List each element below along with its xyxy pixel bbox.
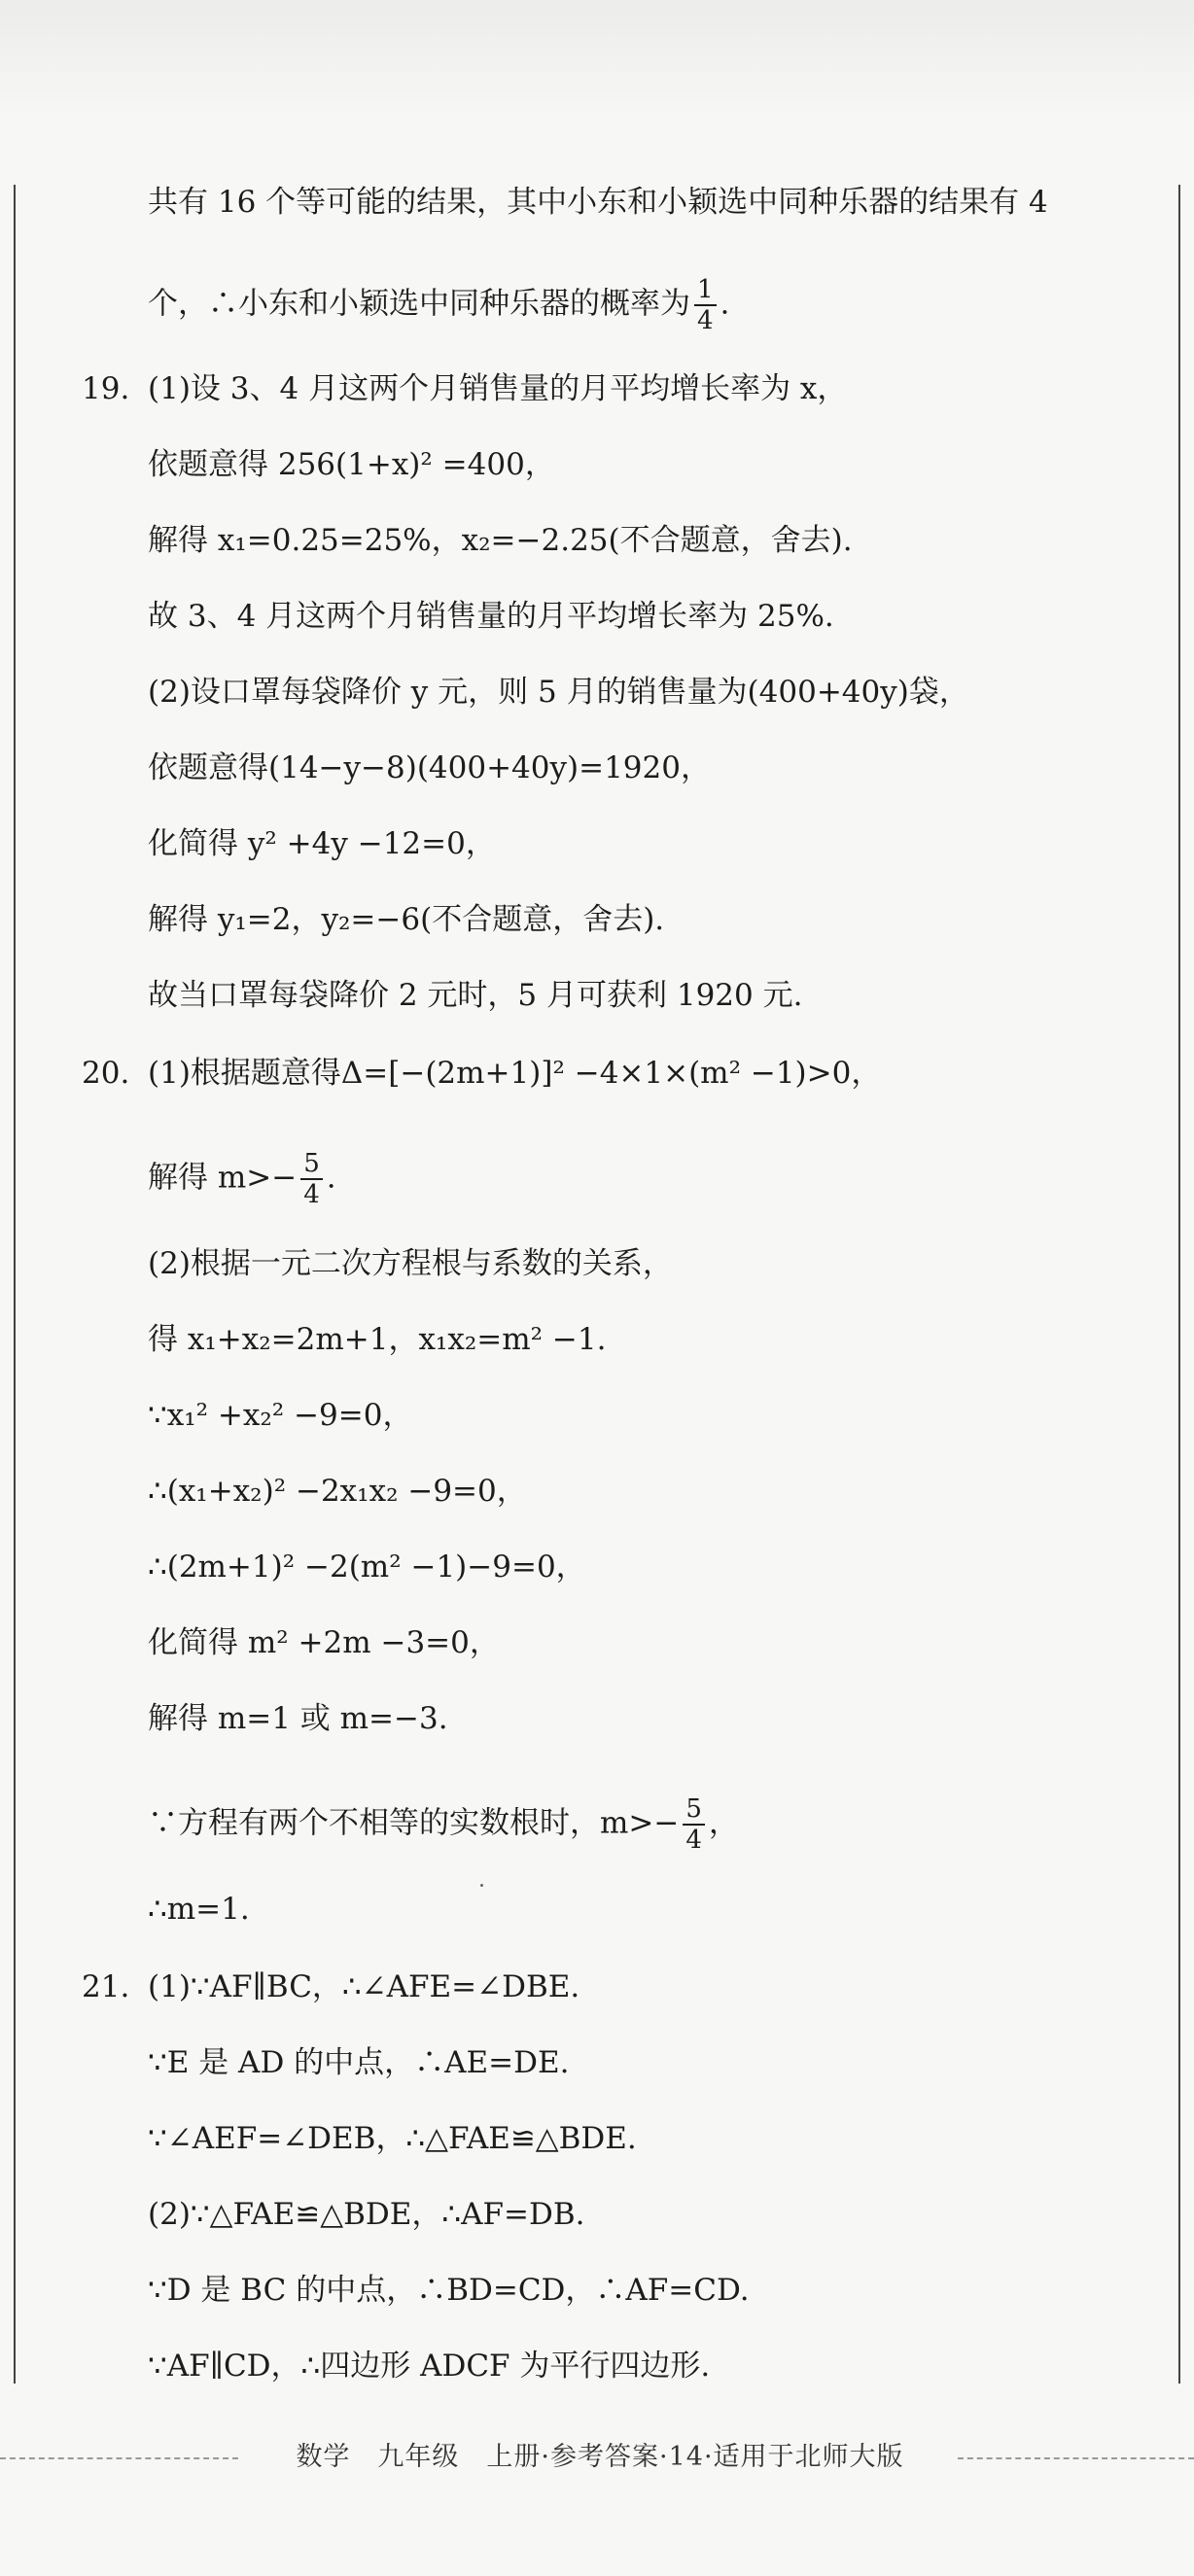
page-top-shade (0, 0, 1194, 117)
question-number: 21. (82, 1969, 130, 2004)
right-margin-rule (1178, 185, 1180, 2384)
fraction-denominator: 4 (303, 1180, 320, 1209)
fraction-denominator: 4 (697, 306, 714, 335)
text-line: 化简得 y² +4y −12=0， (148, 826, 496, 861)
text-line: 化简得 m² +2m −3=0， (148, 1625, 500, 1660)
footer-dash-right (958, 2457, 1194, 2459)
text-line: 解得 y₁=2，y₂=−6(不合题意，舍去). (148, 902, 665, 937)
text-line: 共有 16 个等可能的结果，其中小东和小颖选中同种乐器的结果有 4 (148, 185, 1048, 220)
text-line: ∵E 是 AD 的中点，∴AE=DE. (148, 2045, 570, 2080)
fraction-denominator: 4 (685, 1826, 702, 1855)
text-segment: ， (708, 1805, 739, 1841)
text-line: 故当口罩每袋降价 2 元时，5 月可获利 1920 元. (148, 978, 803, 1013)
fraction-numerator: 5 (300, 1149, 323, 1180)
text-line: 依题意得 256(1+x)² =400， (148, 447, 555, 482)
text-line: 解得 x₁=0.25=25%，x₂=−2.25(不合题意，舍去). (148, 523, 853, 558)
text-line (148, 1794, 739, 1855)
text-line: ∵AF∥CD，∴四边形 ADCF 为平行四边形. (148, 2349, 711, 2384)
fraction-numerator: 1 (694, 275, 717, 306)
stray-dot (480, 1884, 483, 1887)
question-number: 19. (82, 371, 130, 406)
question-number: 20. (82, 1056, 130, 1091)
text-line: (2)设口罩每袋降价 y 元，则 5 月的销售量为(400+40y)袋， (148, 675, 969, 710)
text-line (148, 1149, 336, 1209)
text-line: 依题意得(14−y−8)(400+40y)=1920， (148, 750, 711, 785)
text-segment: 个，∴小东和小颖选中同种乐器的概率为 (148, 286, 690, 322)
text-line: (2)根据一元二次方程根与系数的关系， (148, 1246, 673, 1281)
fraction (300, 1149, 323, 1209)
fraction (694, 275, 717, 335)
fraction-numerator: 5 (683, 1794, 705, 1826)
left-margin-rule (14, 185, 16, 2384)
text-line: 故 3、4 月这两个月销售量的月平均增长率为 25%. (148, 599, 834, 634)
text-segment: 解得 m>− (148, 1160, 298, 1196)
text-line (148, 275, 729, 335)
text-line: 解得 m=1 或 m=−3. (148, 1701, 448, 1736)
footer-dash-left (0, 2457, 238, 2459)
text-segment: . (720, 286, 730, 322)
text-line: (1)∵AF∥BC，∴∠AFE=∠DBE. (148, 1969, 580, 2004)
fraction (683, 1794, 705, 1855)
text-line: ∵D 是 BC 的中点，∴BD=CD，∴AF=CD. (148, 2273, 750, 2308)
text-segment: . (326, 1160, 336, 1196)
text-line: ∴m=1. (148, 1892, 250, 1927)
text-line: (1)根据题意得Δ=[−(2m+1)]² −4×1×(m² −1)>0， (148, 1056, 882, 1091)
text-line: (2)∵△FAE≌△BDE，∴AF=DB. (148, 2197, 585, 2232)
text-line: ∴(2m+1)² −2(m² −1)−9=0， (148, 1549, 586, 1584)
text-line: ∵∠AEF=∠DEB，∴△FAE≌△BDE. (148, 2121, 637, 2156)
text-line: 得 x₁+x₂=2m+1，x₁x₂=m² −1. (148, 1322, 607, 1357)
text-line: (1)设 3、4 月这两个月销售量的月平均增长率为 x， (148, 371, 848, 406)
text-line: ∵x₁² +x₂² −9=0， (148, 1398, 413, 1433)
text-segment: ∵方程有两个不相等的实数根时，m>− (148, 1805, 680, 1841)
text-line: ∴(x₁+x₂)² −2x₁x₂ −9=0， (148, 1474, 527, 1509)
page-footer: 数学 九年级 上册·参考答案·14·适用于北师大版 (296, 2442, 904, 2472)
